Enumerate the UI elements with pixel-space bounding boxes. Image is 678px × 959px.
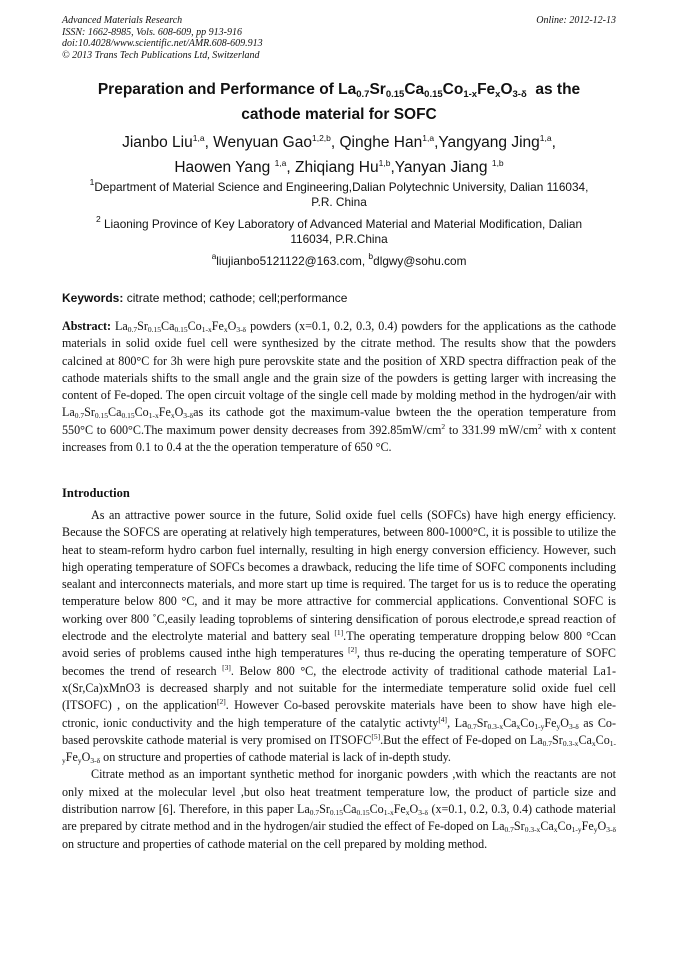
online-date: Online: 2012-12-13: [536, 15, 616, 26]
keywords: [62, 291, 616, 306]
affiliation-2: $^2$ Liaoning Province of Key Laboratory of Advanced Material and Material Modification, Dalian 116034, P.R.China: [95, 214, 583, 246]
copyright-line: © 2013 Trans Tech Publications Ltd, Switzerland: [62, 49, 260, 61]
journal-name: Advanced Materials Research: [62, 15, 183, 26]
issn-line: ISSN: 1662-8985, Vols. 608-609, pp 913-916: [62, 26, 242, 38]
abstract: Abstract: $La_{0.7}Sr_{0.15}Ca_{0.15}Co_{1-x}Fe_xO_{3-\delta}$ powders (x=0.1, 0.2, 0.3, 0.4) powders for the applications as the cathode materials in solid oxide fuel cell were synthesized by the citrate method. The results show that the powders calcined at 800°C for 3h were high pure perovskite state and the position of XRD spectra diffraction peak of the cathode materials shifts to the small angle and the grain size of the powders is getting larger with increasing the content of Fe-doped. The open circuit voltage of the single cell made by molding method in the hydrogen/air with $La_{0.7}Sr_{0.15}Ca_{0.15}Co_{1-x}Fe_xO_{3-\delta}as$ its cathode got the maximum-value bwteen the the operation temperature from 550°C to 600°C.The maximum power density decreases from $392.85mW/cm^2$ to 331.99 $mW/cm^2$ with x content increases from 0.1 to 0.4 at the the operation temperature of 650 °C.: [62, 319, 616, 455]
keywords-text: citrate method; cathode; cell;performance: [123, 291, 348, 305]
title-line-2: cathode material for SOFC: [241, 106, 437, 123]
paper-title: [62, 80, 616, 125]
authors-line-1: Jianbo Liu$^{1,a}$, Wenyuan Gao$^{1,2,b}$, Qinghe Han$^{1,a}$,Yangyang Jing$^{1,a}$,: [122, 133, 556, 151]
doi-line: doi:10.4028/www.scientific.net/AMR.608-609.913: [62, 38, 263, 49]
author-list: [62, 130, 616, 180]
intro-paragraph-1: As an attractive power source in the future, Solid oxide fuel cells (SOFCs) have high energy efficiency. Because the SOFCS are operating at relatively high temperatures, between 800-1000°C, it is possible to utilize the heat to steam-reform hydro carbon fuel internally, resulting in high energy conversion efficiency. However, such high operating temperature of SOFCs becomes a drawback, reducing the life time of SOFC components including sealant and interconnects materials, and more start up time is required. The target for us is to reduce the operating temperature below 800 °C, and it may be more attractive for commercial applications. Conventional SOFC is working over 800 ˚C,easily leading toproblems of sintering densification of porous electrode,e spread reaction of electrode and the electrolyte material and battery seal [1].The operating temperature dropping below 800 °Ccan avoid series of problems caused inthe high temperatures [2], thus re-ducing the operating temperature of SOFC becomes the trend of research [3]. Below 800 °C, the electrode activity of traditional cathode material La1-x(Sr,Ca)xMnO3 is decreased sharply and not suitable for the intermediate temperature solid oxide fuel cell (ITSOFC) , on the application[2]. However Co-based perovskite materials have been to show have high ele-ctronic, ionic conductivity and the high temperature of the catalytic activty[4], $La_{0.7}Sr_{0.3-x}Ca_xCo_{1-y}Fe_yO_{3-\delta}$ as Co-based perovskite cathode material is very promised on ITSOFC[5].But the effect of Fe-doped on $La_{0.7}Sr_{0.3-x}Ca_xCo_{1-y}Fe_yO_{3-\delta}$ on structure and properties of cathode material is lack of in-depth study.: [62, 508, 617, 766]
email-link-b: dlgwy@sohu.com: [373, 254, 467, 268]
formula: $La_{0.7}Sr_{0.15}Ca_{0.15}Co_{1-x}Fe_xO_{3-\delta}$: [62, 405, 194, 421]
title-line-1: Preparation and Performance of $La_{0.7}Sr_{0.15}Ca_{0.15}Co_{1-x}Fe_xO_{3-\delta}$ as the: [97, 81, 581, 100]
journal-header: [62, 15, 616, 61]
formula-alt: $La_{0.7}Sr_{0.3-x}Ca_xCo_{1-y}Fe_yO_{3-\delta}$: [491, 819, 616, 835]
abstract-label: Abstract:: [62, 319, 112, 333]
keywords-label: Keywords:: [62, 291, 124, 305]
introduction-body: [62, 507, 616, 853]
section-heading-introduction: Introduction: [62, 486, 130, 500]
email-link-a: liujianbo5121122@163.com,: [216, 254, 369, 268]
intro-paragraph-2: Citrate method as an important synthetic method for inorganic powders ,with which the reactants are not only mixed at the molecular level ,but olso heat treatment temperature low, the product of particle size and distribution narrow [6]. Therefore, in this paper $La_{0.7}Sr_{0.15}Ca_{0.15}Co_{1-x}Fe_xO_{3-\delta}$ (x=0.1, 0.2, 0.3, 0.4) cathode material are prepared by citrate method and in the hydrogen/air studied the effect of Fe-doped on $La_{0.7}Sr_{0.3-x}Ca_xCo_{1-y}Fe_yO_{3-\delta}$ on structure and properties of cathode material on the cell prepared by molding method.: [62, 767, 617, 851]
formula-alt: $La_{0.7}Sr_{0.3-x}Ca_xCo_{1-y}Fe_yO_{3-\delta}$: [62, 732, 616, 766]
formula: $La_{0.7}Sr_{0.15}Ca_{0.15}Co_{1-x}Fe_xO_{3-\delta}$: [115, 319, 247, 334]
formula: $La_{0.7}Sr_{0.15}Ca_{0.15}Co_{1-x}Fe_xO_{3-\delta}$: [296, 802, 429, 818]
affiliation-1: $^1$Department of Material Science and Engineering,Dalian Polytechnic University, Dalian 116034, P.R. China: [89, 177, 589, 209]
authors-line-2: Haowen Yang $^{1,a}$, Zhiqiang Hu$^{1,b}$,Yanyan Jiang $^{1,b}$: [174, 158, 504, 176]
email-addresses: $^a$liujianbo5121122@163.com, $^b$dlgwy@sohu.com: [211, 251, 467, 268]
formula-alt: $La_{0.7}Sr_{0.3-x}Ca_xCo_{1-y}Fe_yO_{3-\delta}$: [454, 715, 579, 731]
